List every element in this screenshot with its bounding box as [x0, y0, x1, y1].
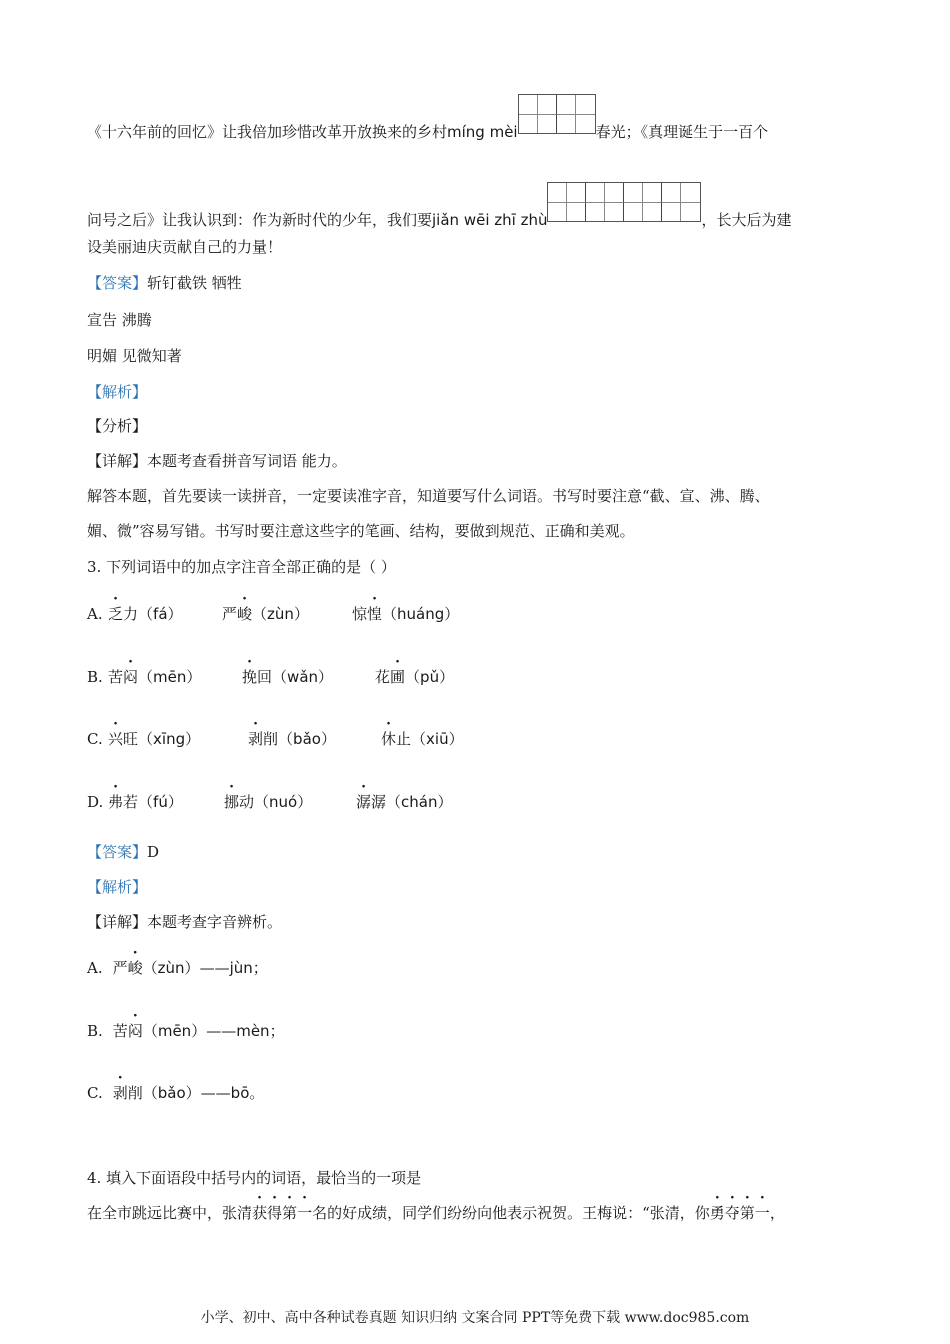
paren-close: ）: [191, 1022, 207, 1040]
word-char: 峻: [127, 959, 143, 977]
word-char: 剥: [248, 730, 264, 748]
q4-stem: 4. 填入下面语段中括号内的词语，最恰当的一项是: [87, 1169, 422, 1187]
word-char: 止: [396, 730, 412, 748]
dash: ——: [199, 959, 230, 977]
end-punct: ；: [252, 959, 268, 977]
answer-tag: 【答案】: [87, 843, 148, 861]
q4-dotted-phrase-2: [710, 1204, 770, 1222]
word-char: 潺: [371, 793, 387, 811]
q2-line2-pre: 问号之后》让我认识到：作为新时代的少年，我们要: [87, 211, 433, 229]
q4-text: [87, 1203, 785, 1223]
pinyin: zùn: [267, 605, 294, 623]
word: [224, 793, 254, 811]
paren-close: ）: [186, 668, 202, 686]
word-char: 兴: [108, 730, 124, 748]
word-char: 惊: [352, 605, 368, 623]
paren-close: ）: [297, 793, 313, 811]
option-label: C.: [87, 730, 103, 748]
word: [242, 668, 272, 686]
q4-text-mid: 名的好成绩，同学们纷纷向他表示祝贺。王梅说：“张清，你: [312, 1204, 710, 1222]
detail-tag: 【详解】: [87, 913, 148, 931]
q2-line-2: [87, 188, 791, 230]
correction-line: [87, 1083, 264, 1103]
correction-label: B.: [87, 1022, 103, 1040]
q4-text-post: ，: [769, 1204, 785, 1222]
word: [113, 959, 143, 977]
option-item: [222, 604, 309, 624]
q2-line-3: 设美丽迪庆贡献自己的力量！: [87, 238, 283, 256]
pinyin: bǎo: [293, 730, 321, 748]
paren-close: ）: [185, 1084, 201, 1102]
option-item: [224, 792, 312, 812]
option-item: [108, 604, 183, 624]
q2-line1-pre: 《十六年前的回忆》让我倍加珍惜改革开放换来的乡村: [87, 123, 448, 141]
q3-analysis-tag: 【解析】: [87, 878, 148, 896]
correction-label: A.: [87, 959, 103, 977]
q2-line2-post: ，长大后为建: [701, 211, 792, 229]
word: [108, 730, 138, 748]
paren-open: （: [386, 793, 402, 811]
option-item: [108, 792, 183, 812]
word-char: 闷: [123, 668, 139, 686]
pinyin: pǔ: [420, 668, 440, 686]
word-char: 潺: [356, 793, 372, 811]
word-char: 圃: [390, 668, 406, 686]
word-char: 严: [112, 959, 128, 977]
pinyin: wǎn: [287, 668, 319, 686]
pinyin: xiū: [426, 730, 449, 748]
end-punct: 。: [249, 1084, 265, 1102]
word-char: 严: [222, 605, 238, 623]
word-char: 惶: [367, 605, 383, 623]
q3-answer-value: D: [147, 843, 160, 861]
detail-tag: 【详解】: [87, 452, 148, 470]
dash: ——: [206, 1022, 237, 1040]
pinyin: xīng: [153, 730, 186, 748]
word-char: 力: [123, 605, 139, 623]
word-char: 弗: [108, 793, 124, 811]
q2-line1-post: 春光；《真理诞生于一百个: [595, 123, 769, 141]
paren-close: ）: [439, 668, 455, 686]
paren-close: ）: [320, 730, 336, 748]
dotted-char: 夺: [724, 1204, 740, 1222]
option-item: [108, 729, 200, 749]
paren-open: （: [254, 793, 270, 811]
option-item: [242, 667, 333, 687]
word-char: 峻: [237, 605, 253, 623]
paren-close: ）: [448, 730, 464, 748]
option-item: [248, 729, 336, 749]
q2-answer-3: 明媚 见微知著: [87, 347, 182, 365]
word-char: 花: [375, 668, 391, 686]
q2-line2-pinyin: jiǎn wēi zhī zhù: [432, 211, 548, 229]
wrong-pinyin: mēn: [157, 1022, 192, 1040]
word-char: 休: [381, 730, 397, 748]
paren-open: （: [252, 605, 268, 623]
option-label: A.: [87, 605, 103, 623]
q2-answer-1: 斩钉截铁 牺牲: [147, 274, 242, 292]
pinyin: huáng: [397, 605, 445, 623]
dotted-char: 得: [267, 1204, 283, 1222]
correction-label: C.: [87, 1084, 103, 1102]
answer-tag: 【答案】: [87, 274, 148, 292]
option-item: [356, 792, 453, 812]
q2-explain-1: 解答本题，首先要读一读拼音，一定要读准字音，知道要写什么词语。书写时要注意“截、宣、沸、腾、: [87, 487, 770, 505]
word: [356, 793, 386, 811]
word: [375, 668, 405, 686]
q2-analysis-tag: 【解析】: [87, 383, 148, 401]
word-char: 闷: [127, 1022, 143, 1040]
correct-pinyin: jùn: [229, 959, 253, 977]
paren-close: ）: [184, 959, 200, 977]
paren-open: （: [138, 793, 154, 811]
paren-open: （: [142, 1084, 158, 1102]
paren-open: （: [272, 668, 288, 686]
pinyin: chán: [401, 793, 438, 811]
q2-line1-pinyin: míng mèi: [447, 123, 518, 141]
paren-open: （: [138, 605, 154, 623]
q2-detail: [87, 451, 347, 471]
paren-close: ）: [185, 730, 201, 748]
pinyin: fá: [153, 605, 168, 623]
word-char: 挽: [242, 668, 258, 686]
option-item: [352, 604, 459, 624]
word: [113, 1084, 143, 1102]
q2-explain-2: 媚、微”容易写错。书写时要注意这些字的笔画、结构，要做到规范、正确和美观。: [87, 522, 635, 540]
option-item: [381, 729, 464, 749]
word: [113, 1022, 143, 1040]
dotted-char: 第: [282, 1204, 298, 1222]
pinyin: nuó: [269, 793, 298, 811]
option-label: D.: [87, 793, 104, 811]
word: [108, 793, 138, 811]
paren-close: ）: [167, 605, 183, 623]
page-footer: 小学、初中、高中各种试卷真题 知识归纳 文案合同 PPT等免费下载 www.doc985.com: [200, 1310, 750, 1326]
paren-open: （: [278, 730, 294, 748]
q2-line-1: [87, 100, 768, 142]
paren-open: （: [138, 730, 154, 748]
wrong-pinyin: bǎo: [157, 1084, 186, 1102]
paren-close: ）: [437, 793, 453, 811]
word-char: 回: [257, 668, 273, 686]
word: [108, 668, 138, 686]
word: [248, 730, 278, 748]
q2-fenxi-tag: 【分析】: [87, 417, 148, 435]
paren-open: （: [138, 668, 154, 686]
option-item: [108, 667, 201, 687]
paren-open: （: [405, 668, 421, 686]
correction-line: [87, 1021, 285, 1041]
word-char: 乏: [108, 605, 124, 623]
paren-close: ）: [444, 605, 460, 623]
q4-dotted-phrase-1: [252, 1204, 312, 1222]
paren-open: （: [382, 605, 398, 623]
correct-pinyin: mèn: [236, 1022, 270, 1040]
word: [222, 605, 252, 623]
q2-detail-text: 本题考查看拼音写词语 能力。: [147, 452, 347, 470]
end-punct: ；: [269, 1022, 285, 1040]
dotted-char: 一: [297, 1204, 313, 1222]
word-char: 若: [123, 793, 139, 811]
correct-pinyin: bō: [230, 1084, 250, 1102]
wrong-pinyin: zùn: [157, 959, 185, 977]
writing-grid-2: [547, 182, 701, 222]
word-char: 挪: [224, 793, 240, 811]
option-label: B.: [87, 668, 103, 686]
word-char: 削: [127, 1084, 143, 1102]
word-char: 剥: [112, 1084, 128, 1102]
dash: ——: [200, 1084, 231, 1102]
q4-text-pre: 在全市跳远比赛中，张清: [87, 1204, 253, 1222]
q2-answer-2: 宣告 沸腾: [87, 311, 152, 329]
paren-close: ）: [318, 668, 334, 686]
writing-grid-1: [518, 94, 596, 134]
paren-open: （: [411, 730, 427, 748]
word-char: 苦: [112, 1022, 128, 1040]
paren-open: （: [142, 959, 158, 977]
correction-line: [87, 958, 268, 978]
dotted-char: 勇: [709, 1204, 725, 1222]
pinyin: mēn: [153, 668, 187, 686]
q3-answer: [87, 842, 159, 862]
option-item: [375, 667, 454, 687]
word: [108, 605, 138, 623]
word: [381, 730, 411, 748]
paren-close: ）: [167, 793, 183, 811]
paren-close: ）: [293, 605, 309, 623]
word-char: 苦: [108, 668, 124, 686]
word-char: 旺: [123, 730, 139, 748]
q3-detail-text: 本题考查字音辨析。: [147, 913, 283, 931]
word-char: 动: [239, 793, 255, 811]
word-char: 削: [263, 730, 279, 748]
paren-open: （: [142, 1022, 158, 1040]
dotted-char: 一: [754, 1204, 770, 1222]
q3-stem: 3. 下列词语中的加点字注音全部正确的是（ ）: [87, 558, 396, 576]
pinyin: fú: [153, 793, 168, 811]
dotted-char: 第: [739, 1204, 755, 1222]
word: [352, 605, 382, 623]
q2-answer: [87, 273, 242, 293]
dotted-char: 获: [252, 1204, 268, 1222]
q3-detail: [87, 912, 282, 932]
